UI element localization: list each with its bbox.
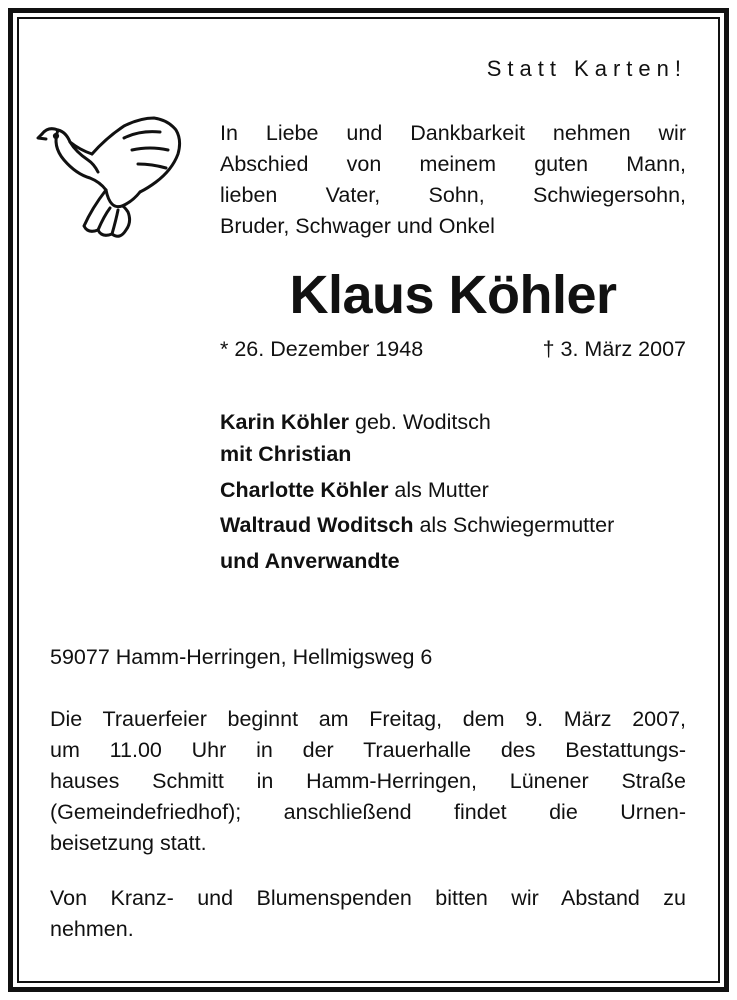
ceremony-paragraph — [50, 704, 686, 859]
intro-text — [220, 118, 686, 242]
mourner-line — [220, 442, 351, 467]
ceremony-line: hauses Schmitt in Hamm-Herringen, Lünener Straße — [50, 769, 686, 793]
death-date: † 3. März 2007 — [542, 337, 686, 361]
intro-line: In Liebe und Dankbarkeit nehmen wir — [220, 121, 686, 145]
mourner-relation: als Mutter — [388, 478, 489, 502]
mourner-line — [220, 513, 614, 538]
intro-line: Bruder, Schwager und Onkel — [220, 214, 495, 238]
mourner-relation: geb. Woditsch — [349, 410, 491, 434]
mourner-name: Waltraud Woditsch — [220, 513, 414, 537]
mourner-name: mit Christian — [220, 442, 352, 466]
mourner-relation: als Schwiegermutter — [413, 513, 615, 537]
donation-paragraph — [50, 883, 686, 945]
ceremony-line: um 11.00 Uhr in der Trauerhalle des Bestattungs- — [50, 738, 686, 762]
mourner-name: und Anverwandte — [220, 549, 400, 573]
intro-line: Abschied von meinem guten Mann, — [220, 152, 686, 176]
statt-karten-heading: Statt Karten! — [486, 56, 687, 81]
birth-date: * 26. Dezember 1948 — [220, 337, 424, 361]
ceremony-line: beisetzung statt. — [50, 831, 207, 855]
mourner-line — [220, 549, 400, 574]
donation-line: nehmen. — [50, 917, 134, 941]
ceremony-line: Die Trauerfeier beginnt am Freitag, dem 9. März 2007, — [50, 707, 686, 731]
address: 59077 Hamm-Herringen, Hellmigsweg 6 — [50, 645, 433, 669]
intro-line: lieben Vater, Sohn, Schwiegersohn, — [220, 183, 686, 207]
mourner-line — [220, 410, 491, 435]
deceased-name: Klaus Köhler — [289, 265, 617, 325]
dove-icon — [36, 116, 188, 242]
mourner-name: Karin Köhler — [220, 410, 350, 434]
mourner-line — [220, 478, 489, 503]
mourner-name: Charlotte Köhler — [220, 478, 389, 502]
donation-line: Von Kranz- und Blumenspenden bitten wir Abstand zu — [50, 886, 686, 910]
life-dates — [220, 337, 686, 362]
ceremony-line: (Gemeindefriedhof); anschließend findet die Urnen- — [50, 800, 686, 824]
